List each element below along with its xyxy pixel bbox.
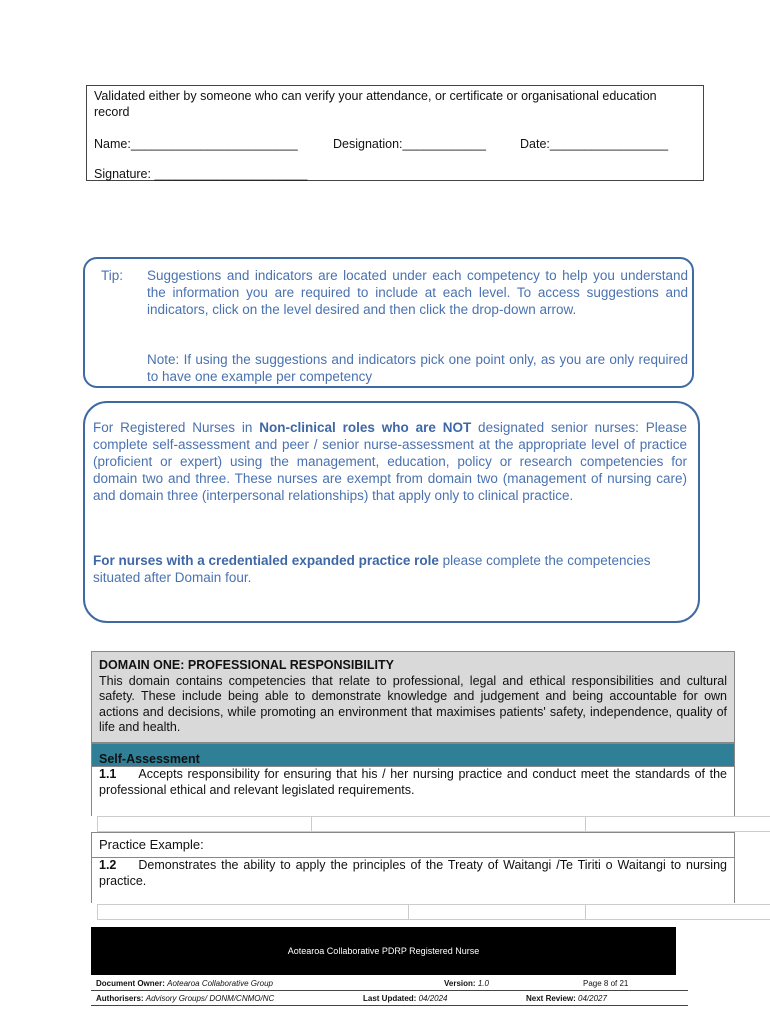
- next-review: [526, 994, 607, 1003]
- date-field[interactable]: Date:_________________: [520, 137, 669, 151]
- authorisers-value: Advisory Groups/ DONM/CNMO/NC: [145, 994, 275, 1003]
- self-assessment-header: Self-Assessment: [91, 743, 735, 767]
- version-label: Version:: [444, 979, 476, 988]
- tip-text: Suggestions and indicators are located under each competency to help you understand the information you are required to include at each level. To access suggestions and indicators, click on the level desired and then click the drop-down arrow.: [147, 268, 688, 317]
- tip-label: Tip:: [101, 268, 124, 283]
- signature-field[interactable]: Signature: ______________________: [94, 167, 308, 181]
- nonclinical-p1-bold: Non-clinical roles who are NOT: [259, 420, 472, 435]
- footer-row-owner: [91, 977, 688, 991]
- next-review-value: 04/2027: [578, 994, 607, 1003]
- nonclinical-paragraph: [93, 419, 687, 504]
- level-selector-row[interactable]: [97, 904, 770, 920]
- level-selector-row[interactable]: [97, 816, 770, 832]
- version: [444, 979, 489, 988]
- page-number: Page 8 of 21: [583, 979, 629, 988]
- footer-row-authorisers: [91, 992, 688, 1006]
- domain-header: [91, 651, 735, 743]
- nonclinical-p1-start: For Registered Nurses in: [93, 420, 260, 435]
- domain-title: DOMAIN ONE: PROFESSIONAL RESPONSIBILITY: [99, 658, 394, 672]
- validation-box: [86, 85, 704, 181]
- nonclinical-p1-rest: designated senior nurses: Please complete self-assessment and peer / senior nurse-assessment at the appropriate level of practice (proficient or expert) using the management, education, policy or research competencies for domain two and three. These nurses are exempt from domain two (management of nursing care) and domain three (interpersonal relationships) that apply only to clinical practice.: [93, 420, 687, 503]
- document-owner: [96, 979, 273, 988]
- authorisers: [96, 994, 274, 1003]
- competency-text: Accepts responsibility for ensuring that his / her nursing practice and conduct meet the standards of the professional ethical and relevant legislated requirements.: [99, 767, 727, 797]
- expanded-practice-rest: please complete the competencies situated after Domain four.: [93, 553, 651, 585]
- authorisers-label: Authorisers:: [96, 994, 144, 1003]
- name-field[interactable]: Name:________________________: [94, 137, 298, 151]
- next-review-label: Next Review:: [526, 994, 576, 1003]
- last-updated-label: Last Updated:: [363, 994, 417, 1003]
- owner-value: Aotearoa Collaborative Group: [167, 979, 273, 988]
- nonclinical-info-box: [83, 401, 700, 623]
- validation-intro: Validated either by someone who can verify your attendance, or certificate or organisational education record: [94, 89, 657, 119]
- tip-box: [83, 257, 694, 388]
- tip-note: Note: If using the suggestions and indicators pick one point only, as you are only required to have one example per competency: [147, 352, 688, 384]
- domain-description: This domain contains competencies that relate to professional, legal and ethical responsibilities and cultural safety. These include being able to demonstrate knowledge and judgement and being accountable for own actions and decisions, while promoting an environment that maximises patients' safety, independence, quality of life and health.: [99, 673, 727, 734]
- footer-meta: [91, 977, 688, 1007]
- practice-example-label: Practice Example:: [91, 832, 735, 857]
- competency-number: 1.2: [99, 858, 117, 872]
- last-updated-value: 04/2024: [418, 994, 448, 1003]
- competency-text: Demonstrates the ability to apply the principles of the Treaty of Waitangi /Te Tiriti o Waitangi to nursing practice.: [99, 858, 727, 888]
- competency-row: [91, 857, 735, 903]
- designation-field[interactable]: Designation:____________: [333, 137, 486, 151]
- competency-number: 1.1: [99, 767, 117, 781]
- last-updated: [363, 994, 448, 1003]
- expanded-practice-bold: For nurses with a credentialed expanded practice role: [93, 553, 439, 568]
- expanded-practice-paragraph: [93, 552, 687, 586]
- owner-label: Document Owner:: [96, 979, 165, 988]
- competency-row: [91, 767, 735, 816]
- footer-band: Aotearoa Collaborative PDRP Registered Nurse: [91, 927, 676, 975]
- version-value: 1.0: [477, 979, 489, 988]
